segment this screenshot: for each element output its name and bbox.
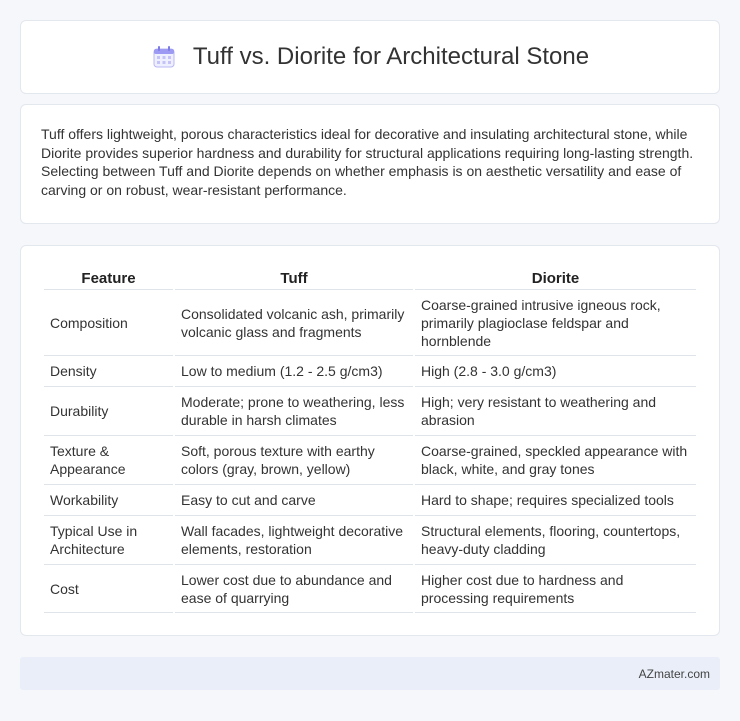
feature-cell: Durability [44, 387, 173, 436]
tuff-cell: Soft, porous texture with earthy colors (gray, brown, yellow) [175, 436, 413, 485]
page-title: Tuff vs. Diorite for Architectural Stone [192, 43, 590, 70]
feature-cell: Cost [44, 565, 173, 613]
title-wrap [151, 43, 589, 71]
intro-paragraph: Tuff offers lightweight, porous characteristics ideal for decorative and insulating architectural stone, while Diorite provides superior hardness and durability for structural applications requiring long-lasting strength. Selecting between Tuff and Diorite depends on whether emphasis is on aesthetic versatility and ease of carving or on robust, wear-resistant performance. [41, 126, 694, 198]
table-row [44, 436, 696, 485]
tuff-cell: Easy to cut and carve [175, 485, 413, 516]
header-diorite: Diorite [415, 266, 696, 290]
tuff-cell: Moderate; prone to weathering, less durable in harsh climates [175, 387, 413, 436]
table-header-row [44, 266, 696, 290]
comparison-card [20, 245, 720, 636]
diorite-cell: Higher cost due to hardness and processing requirements [415, 565, 696, 613]
title-card [20, 20, 720, 94]
intro-card [20, 104, 720, 224]
tuff-cell: Consolidated volcanic ash, primarily volcanic glass and fragments [175, 290, 413, 356]
diorite-cell: Structural elements, flooring, countertops, heavy-duty cladding [415, 516, 696, 565]
tuff-cell: Wall facades, lightweight decorative elements, restoration [175, 516, 413, 565]
tuff-cell: Low to medium (1.2 - 2.5 g/cm3) [175, 356, 413, 387]
diorite-cell: High; very resistant to weathering and abrasion [415, 387, 696, 436]
feature-cell: Composition [44, 290, 173, 356]
header-tuff: Tuff [175, 266, 413, 290]
feature-cell: Typical Use in Architecture [44, 516, 173, 565]
table-row [44, 387, 696, 436]
table-row [44, 485, 696, 516]
table-row [44, 516, 696, 565]
table-row [44, 290, 696, 356]
footer-site-link[interactable]: AZmater.com [638, 666, 710, 681]
feature-cell: Texture & Appearance [44, 436, 173, 485]
feature-cell: Workability [44, 485, 173, 516]
diorite-cell: Hard to shape; requires specialized tools [415, 485, 696, 516]
diorite-cell: Coarse-grained intrusive igneous rock, primarily plagioclase feldspar and hornblende [415, 290, 696, 356]
feature-cell: Density [44, 356, 173, 387]
diorite-cell: Coarse-grained, speckled appearance with black, white, and gray tones [415, 436, 696, 485]
calendar-icon [151, 44, 177, 70]
footer-bar [20, 657, 720, 690]
comparison-table [42, 266, 698, 613]
header-feature: Feature [44, 266, 173, 290]
table-row [44, 356, 696, 387]
tuff-cell: Lower cost due to abundance and ease of quarrying [175, 565, 413, 613]
table-row [44, 565, 696, 613]
diorite-cell: High (2.8 - 3.0 g/cm3) [415, 356, 696, 387]
